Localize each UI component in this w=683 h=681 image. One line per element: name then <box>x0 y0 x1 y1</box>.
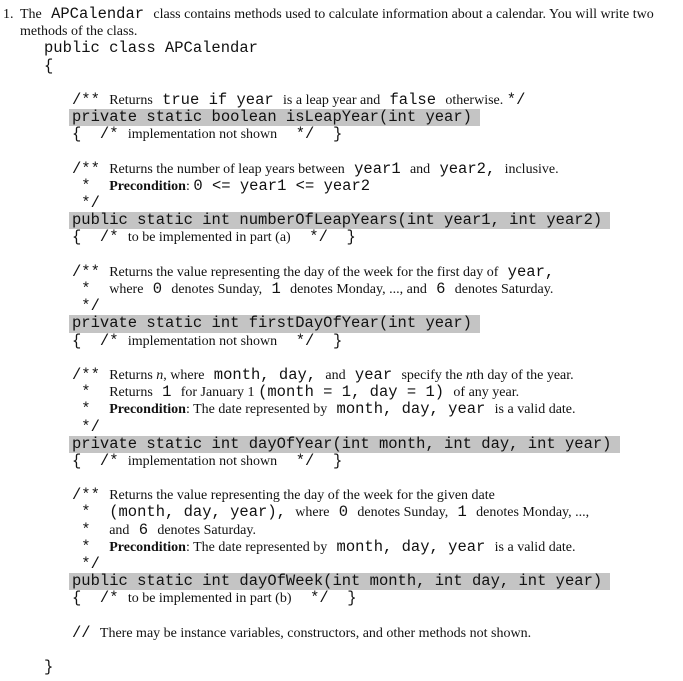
intro-line <box>20 23 683 40</box>
text-run: year1 <box>344 159 410 178</box>
text-run: */ <box>72 555 100 573</box>
text-run: APCalendar <box>41 5 154 23</box>
text-run: n <box>156 367 164 383</box>
text-run: implementation not shown <box>127 333 278 349</box>
blank-line <box>44 642 683 659</box>
text-run: { <box>44 56 54 75</box>
javadoc-comment-line <box>44 92 683 109</box>
method-body-line <box>44 453 683 470</box>
text-run: 1 <box>448 503 477 522</box>
text-run: /** <box>72 365 110 384</box>
text-run: Precondition <box>109 402 186 418</box>
text-run: denotes Saturday. <box>454 282 554 297</box>
javadoc-comment-line <box>44 504 683 521</box>
method-signature-line <box>44 109 683 126</box>
text-run: specify the <box>401 367 466 383</box>
class-open-brace <box>44 58 683 75</box>
text-run: th day of the year. <box>472 367 574 383</box>
text-run: 0 <box>143 280 172 298</box>
text-run: */ } <box>291 589 357 608</box>
method-signature-line <box>44 212 683 229</box>
text-run: true if year <box>152 90 284 109</box>
text-run: */ <box>506 90 526 109</box>
text-run: /** <box>72 486 110 505</box>
code-block <box>44 40 683 676</box>
text-run: { /* <box>72 228 128 247</box>
question-body <box>20 6 683 676</box>
text-run: denotes Monday, ..., <box>476 505 590 521</box>
text-run: is a valid date. <box>494 402 576 418</box>
text-run: denotes Sunday, <box>171 282 263 297</box>
text-run: to be implemented in part (a) <box>127 230 291 246</box>
blank-line <box>44 470 683 487</box>
text-run: implementation not shown <box>127 127 278 143</box>
method-signature-line <box>44 436 683 453</box>
text-run: */ } <box>290 228 356 247</box>
text-run: } <box>44 658 54 677</box>
text-run: 1 <box>262 280 291 298</box>
text-run: { /* <box>72 331 128 350</box>
signature-highlight <box>69 212 610 229</box>
text-run: */ } <box>277 125 343 144</box>
text-run: */ <box>72 194 100 213</box>
text-run: There may be instance variables, constructors, and other methods not shown. <box>99 625 532 641</box>
javadoc-comment-line <box>44 161 683 178</box>
blank-line <box>44 608 683 625</box>
blank-line <box>44 75 683 92</box>
text-run: // <box>72 623 100 642</box>
text-run: month, day, year <box>327 537 495 556</box>
text-run: * (month, day, year), <box>72 503 296 522</box>
text-run: month, day, <box>204 365 326 384</box>
blank-line <box>44 350 683 367</box>
javadoc-comment-line <box>44 195 683 212</box>
blank-line <box>44 247 683 264</box>
text-run: where <box>295 505 330 521</box>
text-run: */ <box>72 417 100 436</box>
text-run: : The date represented by <box>185 539 328 555</box>
text-run: year, <box>498 262 555 281</box>
text-run: year <box>345 365 402 384</box>
text-run: Returns <box>109 367 157 383</box>
text-run: * <box>72 537 110 556</box>
text-run: */ } <box>277 331 343 350</box>
text-run: Returns <box>109 92 153 108</box>
text-run: * <box>72 176 110 195</box>
text-run: private static int firstDayOfYear(int year) <box>72 314 472 333</box>
intro-paragraph <box>20 6 683 40</box>
text-run: year2, <box>430 159 505 178</box>
text-run: public static int numberOfLeapYears(int year1, int year2) <box>72 211 603 230</box>
text-run: 6 <box>426 280 455 298</box>
blank-line <box>44 144 683 161</box>
signature-highlight <box>69 573 610 590</box>
text-run: : <box>185 178 194 194</box>
text-run: /** <box>72 262 110 281</box>
text-run: * <box>72 520 110 539</box>
javadoc-comment-line <box>44 178 683 195</box>
text-run: { /* <box>72 451 128 470</box>
text-run: Precondition <box>109 539 186 555</box>
signature-highlight <box>69 109 480 126</box>
text-run: denotes Sunday, <box>357 505 449 521</box>
text-run: 1 <box>152 383 181 402</box>
text-run: Returns <box>109 385 153 401</box>
trailing-comment-line <box>44 625 683 642</box>
text-run: false <box>380 90 446 109</box>
text-run: { /* <box>72 125 128 144</box>
javadoc-comment-line <box>44 522 683 539</box>
javadoc-comment-line <box>44 539 683 556</box>
intro-line <box>20 6 683 23</box>
text-run: 0 <box>329 503 358 522</box>
text-run: denotes Saturday. <box>157 522 256 538</box>
javadoc-comment-line <box>44 367 683 384</box>
text-run: to be implemented in part (b) <box>127 591 292 607</box>
text-run: is a valid date. <box>494 539 576 555</box>
javadoc-comment-line <box>44 401 683 418</box>
text-run: */ <box>72 297 100 316</box>
text-run: public class APCalendar <box>44 39 258 58</box>
class-close-brace <box>44 659 683 676</box>
class-declaration-line <box>44 40 683 57</box>
text-run: of any year. <box>453 385 520 401</box>
text-run: The <box>20 7 42 22</box>
text-run: methods of the class. <box>20 24 138 40</box>
question-number: 1. <box>3 7 14 22</box>
text-run: , where <box>163 367 205 383</box>
text-run: * <box>72 400 110 419</box>
text-run: inclusive. <box>504 161 559 177</box>
text-run: 6 <box>129 520 158 539</box>
text-run: and <box>409 161 431 177</box>
text-run: Returns the value representing the day of the week for the given date <box>109 488 495 504</box>
text-run: */ } <box>277 451 343 470</box>
question-item <box>0 6 683 676</box>
javadoc-comment-line <box>44 556 683 573</box>
text-run: * <box>72 383 110 402</box>
text-run: is a leap year and <box>283 92 381 108</box>
text-run: public static int dayOfWeek(int month, int day, int year) <box>72 572 603 591</box>
javadoc-comment-line <box>44 264 683 281</box>
text-run: (month = 1, day = 1) <box>258 383 454 402</box>
javadoc-comment-line <box>44 419 683 436</box>
javadoc-comment-line <box>44 384 683 401</box>
text-run: month, day, year <box>327 400 495 419</box>
text-run: Precondition <box>109 178 186 194</box>
text-run: /** <box>72 159 110 178</box>
method-body-line <box>44 229 683 246</box>
text-run: : The date represented by <box>185 402 328 418</box>
javadoc-comment-line <box>44 298 683 315</box>
method-signature-line <box>44 573 683 590</box>
javadoc-comment-line <box>44 281 683 298</box>
text-run: Returns the number of leap years between <box>109 161 345 177</box>
signature-highlight <box>69 436 620 453</box>
method-signature-line <box>44 315 683 332</box>
text-run: class contains methods used to calculate information about a calendar. You will write two <box>153 7 654 22</box>
text-run: n <box>465 367 473 383</box>
method-body-line <box>44 333 683 350</box>
text-run: private static boolean isLeapYear(int year) <box>72 108 472 127</box>
javadoc-comment-line <box>44 487 683 504</box>
method-body-line <box>44 590 683 607</box>
text-run: private static int dayOfYear(int month, int day, int year) <box>72 434 612 453</box>
text-run: and <box>325 367 346 383</box>
text-run: implementation not shown <box>127 453 278 469</box>
text-run: 0 <= year1 <= year2 <box>193 176 371 195</box>
text-run: denotes Monday, ..., and <box>290 282 427 297</box>
text-run: { /* <box>72 589 128 608</box>
text-run: /** <box>72 90 110 109</box>
method-body-line <box>44 126 683 143</box>
text-run: and <box>109 522 130 538</box>
text-run: for January 1 <box>180 385 259 401</box>
text-run: otherwise. <box>445 92 507 108</box>
text-run: Returns the value representing the day of the week for the first day of <box>109 264 499 280</box>
text-run: where <box>109 282 144 297</box>
signature-highlight <box>69 315 480 332</box>
text-run: * <box>72 280 110 298</box>
